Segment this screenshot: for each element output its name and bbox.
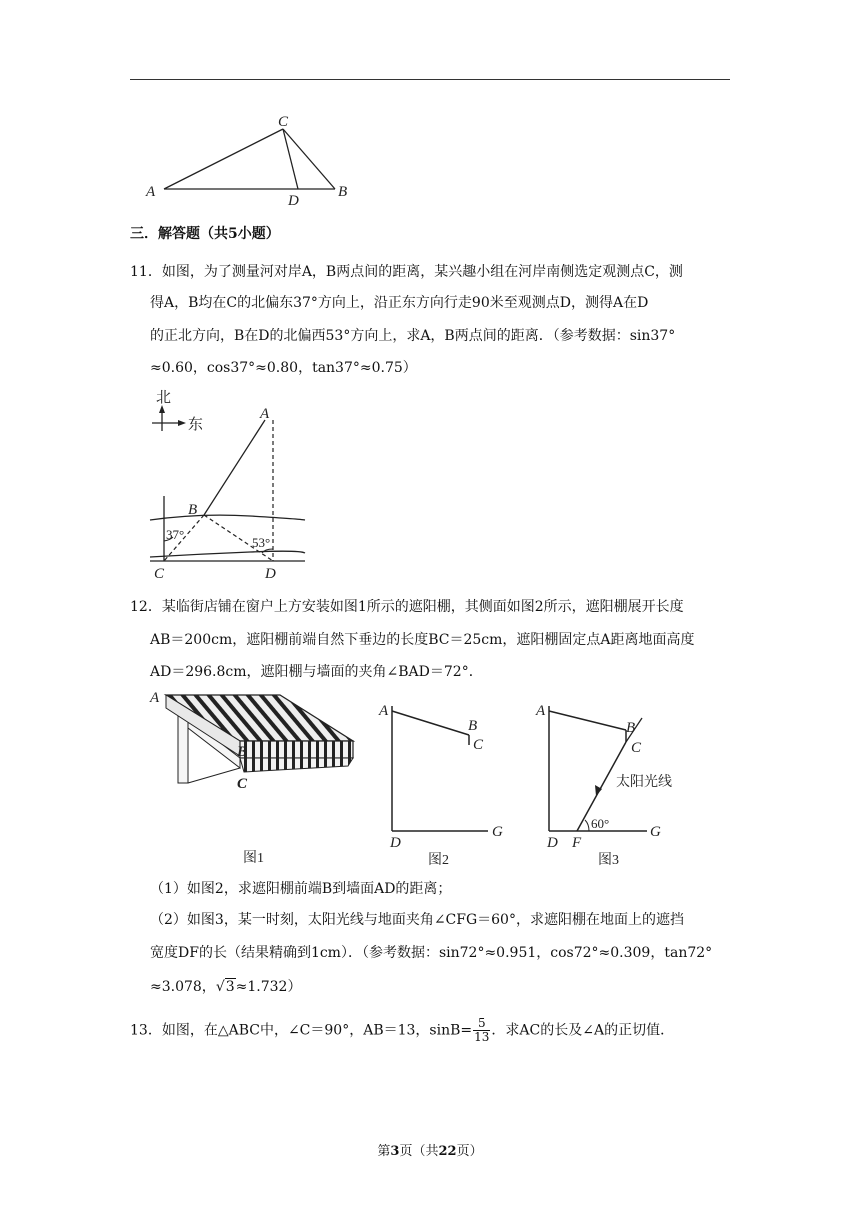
section-title: 三．解答题（共 xyxy=(130,226,228,242)
label-D: D xyxy=(288,193,299,209)
fig2-B: B xyxy=(468,718,478,734)
sqrt-symbol: √3 xyxy=(215,979,235,995)
footer-mid: 页（共 xyxy=(399,1144,439,1159)
fig2-side-view xyxy=(378,690,518,873)
fig3-sunlight-label: 太阳光线 xyxy=(616,775,672,790)
footer-post: 页） xyxy=(456,1144,483,1159)
q12-part1: （1）如图2，求遮阳棚前端B到墙面AD的距离； xyxy=(150,881,452,897)
q12-part2-line1: （2）如图3，某一时刻，太阳光线与地面夹角∠CFG＝60°，求遮阳棚在地面上的遮挡 xyxy=(150,912,684,928)
fig3-A: A xyxy=(536,703,546,719)
label-B: B xyxy=(338,184,348,200)
section-title-end: 小题） xyxy=(237,226,280,242)
q12-line1: 12．某临街店铺在窗户上方安装如图1所示的遮阳棚，其侧面如图2所示，遮阳棚展开长度 xyxy=(130,599,684,615)
fig2-D: D xyxy=(390,835,401,851)
fig1-C: C xyxy=(237,776,248,792)
q11-line4: ≈0.60，cos37°≈0.80，tan37°≈0.75） xyxy=(150,360,417,376)
fig2-caption: 图2 xyxy=(428,853,449,868)
page-footer xyxy=(0,1140,860,1159)
fig1-caption: 图1 xyxy=(243,851,264,866)
fig3-sunlight xyxy=(532,690,702,873)
point-B: B xyxy=(188,502,198,518)
q13-pre: 13．如图，在△ABC中，∠C＝90°，AB＝13，sinB= xyxy=(130,1022,473,1039)
q11-line1: 11．如图，为了测量河对岸A，B两点间的距离，某兴趣小组在河岸南侧选定观测点C，测 xyxy=(130,264,683,280)
fig1-B: B xyxy=(237,744,248,760)
q13-line xyxy=(130,1017,674,1044)
q11-line3: 的正北方向，B在D的北偏西53°方向上，求A，B两点间的距离．（参考数据：sin37° xyxy=(150,328,676,344)
label-C: C xyxy=(278,114,289,130)
section-heading xyxy=(130,224,280,244)
q12-part2-line3 xyxy=(150,977,301,997)
fig3-B: B xyxy=(626,720,636,736)
point-D: D xyxy=(265,566,276,582)
fig3-D: D xyxy=(547,835,558,851)
header-rule xyxy=(130,79,730,80)
sqrt-arg: 3 xyxy=(225,979,235,995)
q12-part2-line2: 宽度DF的长（结果精确到1cm）．（参考数据：sin72°≈0.951，cos72°≈0.309，tan72° xyxy=(150,945,713,961)
q13-frac-den: 13 xyxy=(474,1030,490,1044)
q13-post: ．求AC的长及∠A的正切值． xyxy=(491,1022,675,1039)
q12-part2-line3-post: ≈1.732） xyxy=(235,979,302,995)
east-label: 东 xyxy=(188,417,204,433)
section-count: 5 xyxy=(228,226,238,242)
fig3-caption: 图3 xyxy=(598,853,619,868)
q11-figure xyxy=(140,385,320,585)
angle-37: 37° xyxy=(166,527,185,542)
north-label: 北 xyxy=(156,390,172,406)
fig2-C: C xyxy=(473,737,484,753)
q11-line2: 得A，B均在C的北偏东37°方向上，沿正东方向行走90米至观测点D，测得A在D xyxy=(150,295,649,311)
fig3-G: G xyxy=(650,824,661,840)
fig3-C: C xyxy=(631,740,642,756)
angle-53: 53° xyxy=(252,535,271,550)
footer-page: 3 xyxy=(390,1144,400,1159)
point-A: A xyxy=(260,406,270,422)
label-A: A xyxy=(146,184,156,200)
footer-total: 22 xyxy=(438,1144,457,1159)
footer-pre: 第 xyxy=(377,1144,391,1159)
q13-frac-num: 5 xyxy=(477,1016,486,1030)
fig2-A: A xyxy=(379,703,389,719)
fig1-awning xyxy=(148,688,363,873)
fig3-angle: 60° xyxy=(591,816,610,831)
q13-fraction xyxy=(473,1017,490,1044)
fig1-A: A xyxy=(150,690,160,706)
q12-line3: AD＝296.8cm，遮阳棚与墙面的夹角∠BAD＝72°． xyxy=(150,664,483,680)
triangle-figure xyxy=(140,108,360,208)
fig3-F: F xyxy=(572,835,582,851)
point-C: C xyxy=(154,566,165,582)
q12-line2: AB＝200cm，遮阳棚前端自然下垂边的长度BC＝25cm，遮阳棚固定点A距离地面高度 xyxy=(150,632,695,648)
fig2-G: G xyxy=(492,824,503,840)
q12-part2-line3-pre: ≈3.078， xyxy=(150,979,216,995)
